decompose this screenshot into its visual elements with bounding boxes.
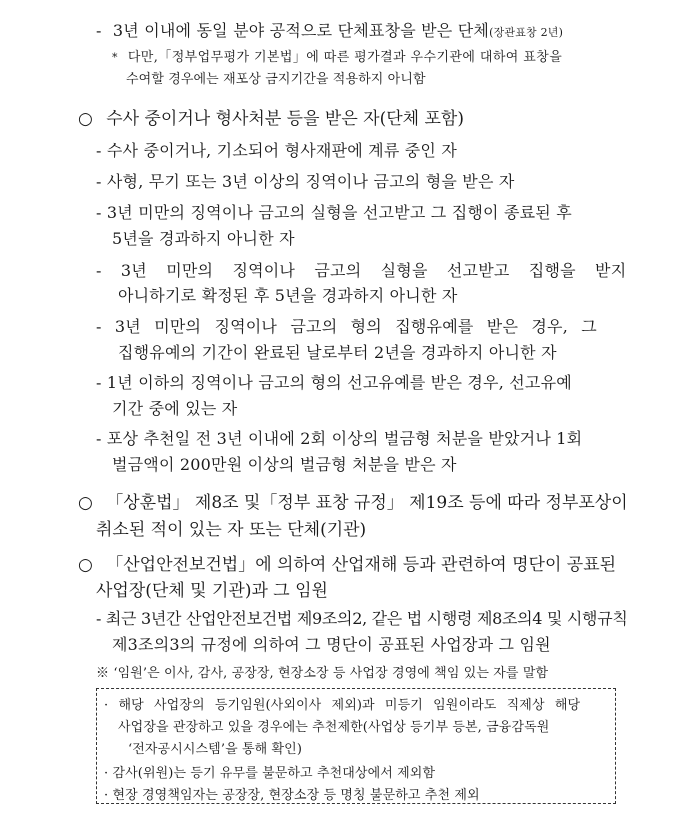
- item-published-workplaces: - 최근 3년간 산업안전보건법 제9조의2, 같은 법 시행령 제8조의4 및 시행규칙: [96, 609, 628, 628]
- item-deferred-sentence-cont: 기간 중에 있는 자: [112, 399, 238, 418]
- note-executives: ※ ‘임원’은 이사, 감사, 공장장, 현장소장 등 사업장 경영에 책임 있는 자를 말함: [96, 666, 549, 681]
- heading-criminal: [78, 104, 464, 129]
- heading-revoked-cont: 취소된 적이 있는 자 또는 단체(기관): [96, 520, 367, 540]
- item-death-penalty: - 사형, 무기 또는 3년 이상의 징역이나 금고의 형을 받은 자: [96, 172, 515, 191]
- item-suspended-sentence: - 3년 미만의 징역이나 금고의 형의 집행유예를 받은 경우, 그: [96, 317, 597, 336]
- dash: -: [96, 21, 102, 40]
- proviso-text: 다만,「정부업무평가 기본법」에 따른 평가결과 우수기관에 대하여 표창을: [127, 50, 563, 65]
- item-fines: - 포상 추천일 전 3년 이내에 2회 이상의 벌금형 처분을 받았거나 1회: [96, 429, 583, 448]
- remark-registered-officers-cont: 사업장을 관장하고 있을 경우에는 추천제한(사업상 등기부 등본, 금융감독원: [118, 720, 550, 735]
- circle-bullet: ○: [78, 109, 93, 129]
- item-published-workplaces-cont: 제3조의3의 규정에 의하여 그 명단이 공표된 사업장과 그 임원: [112, 635, 551, 654]
- remark-registered-officers: · 해당 사업장의 등기임원(사외이사 제외)과 미등기 임원이라도 직제상 해당: [104, 698, 581, 713]
- circle-bullet: ○: [78, 493, 93, 513]
- remark-auditor: · 감사(위원)는 등기 유무를 불문하고 추천대상에서 제외함: [104, 766, 436, 781]
- line-note: (장관표창 2년): [489, 26, 564, 39]
- heading-industrial-safety: [78, 550, 616, 575]
- item-deferred-sentence: - 1년 이하의 징역이나 금고의 형의 선고유예를 받은 경우, 선고유예: [96, 373, 572, 392]
- heading-text: 수사 중이거나 형사처분 등을 받은 자(단체 포함): [106, 109, 464, 129]
- item-suspended-sentence-cont: 집행유예의 기간이 완료된 날로부터 2년을 경과하지 아니한 자: [118, 343, 557, 362]
- item-prison-under-3yr-cont: 5년을 경과하지 아니한 자: [112, 229, 295, 248]
- heading-text: 「상훈법」 제8조 및「정부 표창 규정」 제19조 등에 따라 정부포상이: [106, 493, 628, 513]
- heading-industrial-safety-cont: 사업장(단체 및 기관)과 그 임원: [96, 581, 328, 601]
- item-investigation: - 수사 중이거나, 기소되어 형사재판에 계류 중인 자: [96, 141, 458, 160]
- line-text: 3년 이내에 동일 분야 공적으로 단체표창을 받은 단체: [112, 21, 490, 40]
- remark-registered-officers-cont-2: ‘전자공시시스템’을 통해 확인): [128, 742, 302, 757]
- item-prison-not-executed-cont: 아니하기로 확정된 후 5년을 경과하지 아니한 자: [118, 286, 458, 305]
- item-fines-cont: 벌금액이 200만원 이상의 벌금형 처분을 받은 자: [112, 455, 457, 474]
- circle-bullet: ○: [78, 555, 93, 575]
- heading-revoked: [78, 488, 628, 513]
- remark-site-manager: · 현장 경영책임자는 공장장, 현장소장 등 명칭 불문하고 추천 제외: [104, 788, 480, 803]
- item-prison-under-3yr: - 3년 미만의 징역이나 금고의 실형을 선고받고 그 집행이 종료된 후: [96, 203, 572, 222]
- exclusion-line-1: [96, 18, 563, 41]
- item-prison-not-executed: - 3년 미만의 징역이나 금고의 실형을 선고받고 집행을 받지: [96, 261, 627, 280]
- proviso-line: [112, 46, 562, 65]
- asterisk: *: [112, 51, 118, 64]
- heading-text: 「산업안전보건법」에 의하여 산업재해 등과 관련하여 명단이 공표된: [106, 555, 617, 575]
- proviso-line-2: 수여할 경우에는 재포상 금지기간을 적용하지 아니함: [126, 72, 426, 87]
